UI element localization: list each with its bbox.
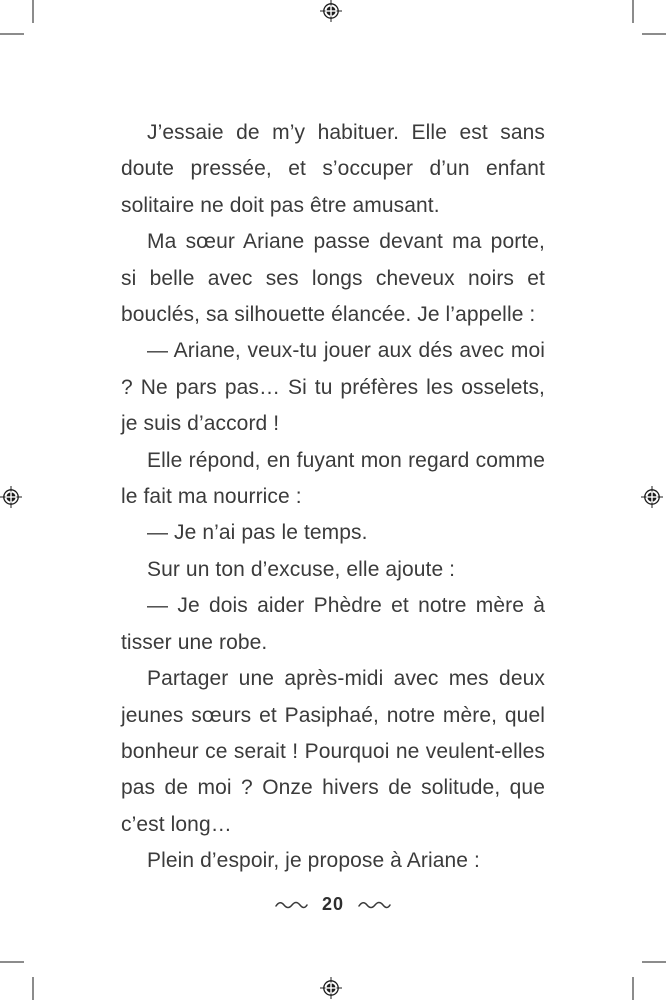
registration-mark-icon (320, 0, 342, 22)
registration-mark-icon (641, 486, 663, 508)
wavy-line-icon (275, 899, 308, 911)
paragraph: J’essaie de m’y habituer. Elle est sans doute pressée, et s’occuper d’un enfant solitaire ne doit pas être amusant. (121, 121, 545, 217)
page-footer (0, 894, 666, 915)
page-number: 20 (321, 894, 345, 914)
registration-mark-icon (320, 977, 342, 999)
crop-mark-bottom-left-horizontal (0, 961, 24, 963)
body-text (121, 115, 545, 880)
crop-mark-top-right-horizontal (642, 33, 666, 35)
paragraph: Elle répond, en fuyant mon regard comme le fait ma nourrice : (121, 448, 545, 509)
paragraph: — Ariane, veux-tu jouer aux dés avec moi ? Ne pars pas… Si tu préfères les osselets, je suis d’accord ! (121, 339, 545, 436)
crop-mark-top-left-horizontal (0, 33, 24, 35)
paragraph: — Je dois aider Phèdre et notre mère à tisser une robe. (121, 594, 545, 654)
paragraph: Ma sœur Ariane passe devant ma porte, si belle avec ses longs cheveux noirs et bouclés, sa silhouette élancée. Je l’appelle : (121, 230, 545, 327)
wavy-line-icon (358, 899, 391, 911)
crop-mark-top-right-vertical (632, 0, 634, 23)
paragraph: Plein d’espoir, je propose à Ariane : (147, 849, 480, 873)
crop-mark-bottom-right-horizontal (642, 961, 666, 963)
crop-mark-top-left-vertical (32, 0, 34, 23)
crop-mark-bottom-right-vertical (632, 977, 634, 1000)
registration-mark-icon (0, 486, 22, 508)
crop-mark-bottom-left-vertical (32, 977, 34, 1000)
paragraph: — Je n’ai pas le temps. (147, 521, 368, 545)
paragraph: Partager une après-midi avec mes deux jeunes sœurs et Pasiphaé, notre mère, quel bonheur ce serait ! Pourquoi ne veulent-elles pas de moi ? Onze hivers de solitude, que c’est long… (121, 667, 545, 836)
paragraph: Sur un ton d’excuse, elle ajoute : (147, 557, 456, 581)
